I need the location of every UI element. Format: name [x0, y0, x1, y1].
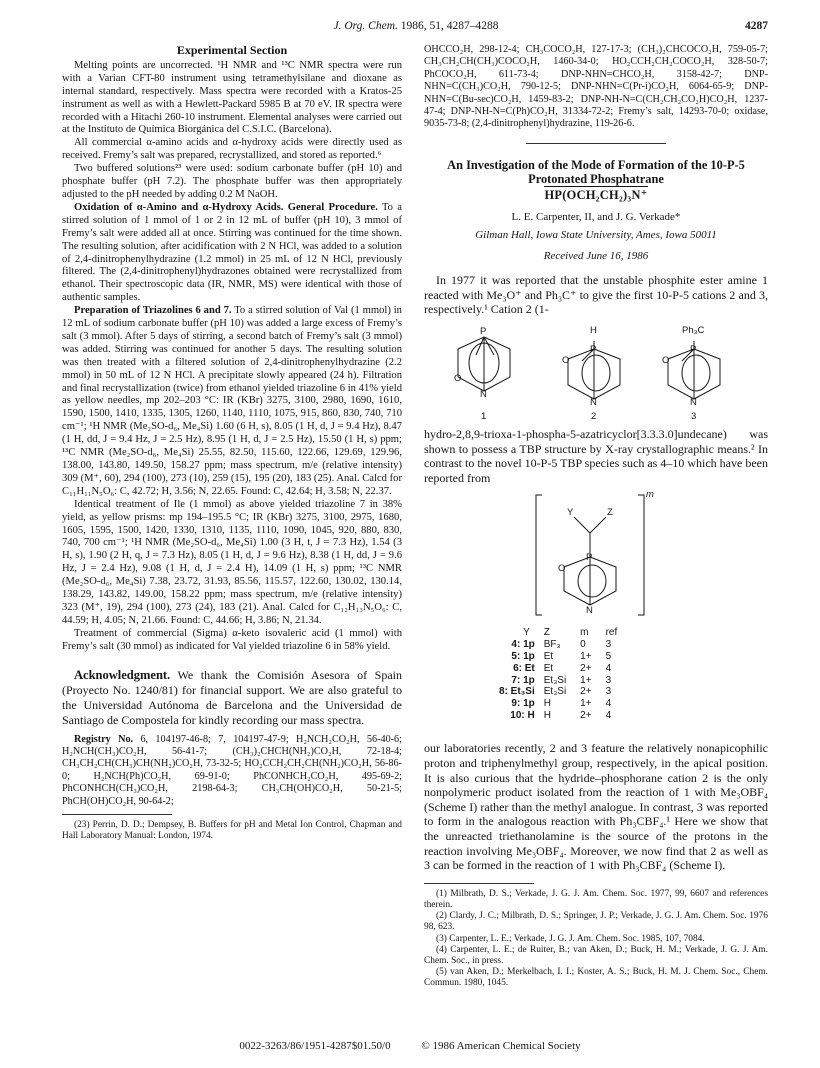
paragraph-oxidation: [62, 202, 402, 305]
table-cell: 1+: [580, 651, 592, 663]
table-row: [492, 710, 624, 722]
table-row: [492, 698, 624, 710]
triazolines-text: To a stirred solution of Val (1 mmol) in 12 mL of sodium carbonate buffer (pH 10) was added a large excess of Fremy’s salt (3 mmol). After 5 days of stirring, a second batch of Fremy’s salt (3 mmol) was added. Stirring was continued for another 5 days. The resulting solution was then treated with a filtered solution of 2,4-dinitrophenylhydrazine (2.2 mmol) in 50 mL of 12 N HCl. A precipitate slowly appeared (24 h). Filtration and final recrystallization (twice) from ethanol yielded triazoline 6 in 41% yield as yellow needles, mp 202–203 °C: IR (KBr) 3275, 3100, 2980, 1690, 1610, 1590, 1500, 1410, 1335, 1305, 1260, 1140, 1110, 1075, 915, 860, 830, 740, 710 cm⁻¹; ¹H NMR (Me₂SO-d₆, Me₄Si) 1.60 (6 H, s), 8.05 (1 H, d, J = 9.4 Hz), 8.47 (1 H, dd, J = 9.4 Hz, J = 2.5 Hz), 8.95 (1 H, d, J = 2.5 Hz), 15.50 (1 H, s) ppm; ¹³C NMR (Me₂SO-d₆, Me₄Si) 25.55, 82.50, 115.60, 122.66, 129.69, 129.96, 138.00, 143.80, 149.50, 158.27 ppm; mass spectrum, m/e (relative intensity) 309 (M⁺, 60), 294 (100), 273 (10), 259 (15), 195 (20), 183 (25). Anal. Calcd for C₁₁H₁₁N₅O₆: C, 42.72; H, 3.56; N, 22.65. Found: C, 42.64; H, 3.58; N, 22.37.: [62, 305, 402, 497]
compound-label-1: 1: [481, 411, 487, 423]
atom-label-o2: O: [562, 355, 570, 367]
table-cell: 1+: [580, 674, 592, 686]
table-cell: 1+: [580, 698, 592, 710]
table-cell: 3: [605, 686, 612, 698]
structure-drawings: [424, 319, 768, 423]
paragraph-triazolines: [62, 305, 402, 499]
paragraph-reagents: All commercial α-amino acids and α-hydroxy acids were directly used as received. Fremy’s salt was prepared, recrystallized, and stored as reported.⁶: [62, 137, 402, 162]
journal-name: J. Org. Chem.: [333, 20, 398, 32]
footnote-rule: [62, 814, 172, 815]
article-affiliation: Gilman Hall, Iowa State University, Ames, Iowa 50011: [475, 229, 717, 242]
registry-text: 6, 104197-46-8; 7, 104197-47-9; H₂NCH₂CO₂H, 56-40-6; H₂NCH(CH₃)CO₂H, 56-41-7; (CH₃)₂CHCH(NH₂)CO₂H, 72-18-4; CH₃CH₂CH(CH₃)CH(NH₂)CO₂H, 73-32-5; HO₂CCH₂CH₂CH(NH₂)CO₂H, 56-86-0; H₂NCH(Ph)CO₂H, 69-91-0; PhCONHCH₂CO₂H, 495-69-2; PhCONHCH(CH₃)CO₂H, 2198-64-3; CH₃CH(OH)CO₂H, 50-21-5; PhCH(OH)CO₂H, 90-64-2;: [62, 733, 402, 807]
table-header-cell: Z: [543, 627, 550, 639]
paragraph-tbp: hydro-2,8,9-trioxa-1-phospha-5-azatricyclor[3.3.3.0]undecane) was shown to possess a TBP structure by X-ray crystallographic means.² In contrast to the novel 10-P-5 TBP species such as 4–10 which have been reported from: [424, 427, 768, 485]
table-cell: 3: [605, 674, 612, 686]
registry-continued: OHCCO₂H, 298-12-4; CH₃COCO₂H, 127-17-3; (CH₃)₂CHCOCO₂H, 759-05-7; CH₃CH₂CH(CH₃)COCO₂H, 1460-34-0; HO₂CCH₂CH₂COCO₂H, 328-50-7; PhCOCO₂H, 611-73-4; DNP-NHN=CHCO₂H, 3158-42-7; DNP-NHN=C(CH₃)CO₂H, 790-12-5; DNP-NHN=C(Pr-i)CO₂H, 6064-65-9; DNP-NHN=C(Bu-sec)CO₂H, 1459-83-2; DNP-NH-N=C(CH₂CH₂CO₂H)CO₂H, 1237-47-4; DNP-NH-N=C(Ph)CO₂H, 31334-72-2; Fremy’s salt, 14293-70-0; oxidase, 9035-73-8; (2,4-dinitrophenyl)hydrazine, 119-26-6.: [424, 44, 768, 130]
triazolines-heading: Preparation of Triazolines 6 and 7.: [74, 305, 232, 317]
atom-label-p1: P: [480, 326, 487, 338]
table-cell: 4: [605, 662, 612, 674]
paragraph-ketoacid: Treatment of commercial (Sigma) α-keto isovaleric acid (1 mmol) with Fremy’s salt (30 mmol) as indicated for Val yielded triazoline 6 in 58% yield.: [62, 627, 402, 652]
footnote-3: (3) Carpenter, L. E.; Verkade, J. G. J. Am. Chem. Soc. 1985, 107, 7084.: [436, 933, 705, 944]
structures-1-2-3: [424, 319, 768, 423]
left-column: [62, 44, 402, 842]
label-z: Z: [607, 507, 613, 519]
table-cell: 2+: [580, 710, 592, 722]
footnote-1: (1) Milbrath, D. S.; Verkade, J. G. J. Am. Chem. Soc. 1977, 99, 6607 and references therein.: [424, 888, 768, 910]
atom-label-n-generic: N: [586, 605, 593, 617]
acknowledgment-text: We thank the Comisión Asesora of Spain (Proyecto No. 1240/81) for financial support. We are also grateful to the Universidad Autónoma de Barcelona and the Universidad de Santiago de Compostela for kindly recording our mass spectra.: [62, 667, 402, 727]
table-cell: 4: [605, 698, 612, 710]
table-cell: 5: 1p: [511, 651, 535, 663]
right-column: [424, 44, 768, 990]
table-row: [492, 639, 624, 651]
intro-paragraph: In 1977 it was reported that the unstable phosphite ester amine 1 reacted with Me₃O⁺ and Ph₃C⁺ to give the first 10-P-5 cations 2 and 3, respectively.¹ Cation 2 (1-: [424, 273, 768, 317]
oxidation-heading: Oxidation of α-Amino and α-Hydroxy Acids. General Procedure.: [74, 201, 378, 213]
article-divider: [526, 143, 666, 144]
structure-1-drawing: [458, 337, 510, 391]
footnote-rule-right: [424, 883, 534, 884]
atom-label-o-generic: O: [558, 563, 566, 575]
atom-label-n1: N: [480, 389, 487, 401]
label-y: Y: [567, 507, 574, 519]
footnote-5: (5) van Aken, D.; Merkelbach, I. I.; Koster, A. S.; Buck, H. M. J. Chem. Soc., Chem. Commun. 1980, 1045.: [424, 967, 768, 989]
registry-numbers: [62, 734, 402, 808]
atom-label-n2: N: [590, 397, 597, 409]
atom-label-p3: P: [690, 344, 697, 356]
label-h: H: [590, 325, 597, 337]
table-cell: 8: Et₃Si: [499, 686, 535, 698]
table-cell: 4: [605, 710, 612, 722]
oxidation-text: To a stirred solution of 1 mmol of 1 or 2 in 12 mL of buffer (pH 10), 3 mmol of Fremy’s salt were added all at once. Stirring was continued for the time shown. The resulting solution, after acidification with 2 N HCl, was added to a solution of 2,4-dinitrophenylhydrazine (1.2 mmol) in 25 mL of 12 N HCl, previously filtered. The (2,4-dinitrophenyl)hydrazones obtained were recrystallized from ethanol. Their spectroscopic data (IR, NMR, MS) were identical with those of authentic samples.: [62, 201, 402, 304]
compounds-table: [492, 627, 624, 721]
table-cell: BF₃: [543, 639, 561, 651]
table-cell: H: [543, 698, 551, 710]
page-footer: [0, 1040, 820, 1052]
table-header-row: [492, 627, 624, 639]
journal-citation: 1986, 51, 4287–4288: [400, 20, 499, 32]
received-date: Received June 16, 1986: [543, 250, 649, 263]
table-cell: 3: [605, 639, 612, 651]
atom-label-n3: N: [690, 397, 697, 409]
compound-label-2: 2: [591, 411, 597, 423]
table-cell: 0: [580, 639, 586, 651]
footnote-2: (2) Clardy, J. C.; Milbrath, D. S.; Springer, J. P.; Verkade, J. G. J. Am. Chem. Soc. 1976 98, 623.: [424, 911, 768, 933]
table-cell: 5: [605, 651, 612, 663]
paragraph-instruments: Melting points are uncorrected. ¹H NMR and ¹³C NMR spectra were run with a Varian CFT-80 instrument using tetramethylsilane and dioxane as internal standard, respectively. Mass spectra were recorded with a Kratos-25 instrument as well as with a Hewlett-Packard 5985 B at 70 eV. IR spectra were recorded with a Hitachi 260-10 instrument. Elemental analyses were carried out at the Instituto de Química Biorgánica del C.S.I.C. (Barcelona).: [62, 59, 402, 136]
table-cell: Et₃Si: [543, 686, 567, 698]
section-title: Experimental Section: [176, 43, 288, 57]
table-cell: 9: 1p: [511, 698, 535, 710]
table-cell: 2+: [580, 686, 592, 698]
registry-heading: Registry No.: [74, 733, 134, 745]
formula-text: HP(OCH₂CH₂)₃N⁺: [544, 187, 648, 202]
footer-copyright: © 1986 American Chemical Society: [421, 1040, 581, 1052]
label-m: m: [646, 489, 654, 501]
table-cell: 7: 1p: [511, 674, 535, 686]
article-formula: [424, 189, 768, 202]
footnote-4: (4) Carpenter, L. E.; de Ruiter, B.; van Aken, D.; Buck, H. M.; Verkade, J. G. J. Am. Chem. Soc., in press.: [424, 944, 768, 966]
table-cell: 4: 1p: [511, 639, 535, 651]
table-header-cell: ref: [605, 627, 618, 639]
table-cell: H: [543, 710, 551, 722]
table-row: [492, 663, 624, 675]
footnotes-right: [424, 883, 768, 990]
table-cell: Et: [543, 662, 554, 674]
footer-issn: 0022-3263/86/1951-4287$01.50/0: [239, 1040, 391, 1052]
running-head: [64, 20, 768, 32]
compound-label-3: 3: [691, 411, 697, 423]
article-authors: L. E. Carpenter, II, and J. G. Verkade*: [511, 210, 681, 223]
table-cell: Et: [543, 651, 554, 663]
atom-label-p2: P: [590, 344, 597, 356]
footnote-23: (23) Perrin, D. D.; Dempsey, B. Buffers for pH and Metal Ion Control, Chapman and Hall Laboratory Manual: London, 1974.: [62, 820, 402, 842]
table-row: [492, 675, 624, 687]
atom-label-o1: O: [454, 373, 462, 385]
table-cell: 2+: [580, 662, 592, 674]
article-title: An Investigation of the Mode of Formation of the 10-P-5 Protonated Phosphatrane: [447, 157, 745, 187]
table-header-cell: m: [580, 627, 589, 639]
paragraph-results: our laboratories recently, 2 and 3 feature the relatively nonapicophilic proton and triphenylmethyl group, respectively, in the apical position. It is also curious that the hydride–phosphorane cation 2 is the only nonpolymeric product isolated from the reaction of 1 with Me₃OBF₄ (Scheme I) rather than the methyl analogue. In contrast, 3 was reported to form in the analogous reaction with Ph₃CBF₄.¹ Here we show that the unreacted triethanolamine is the source of the protons in the reaction involving Me₃OBF₄. Moreover, we now find that 2 as well as 3 can be formed in the reaction of 1 with Ph₃CBF₄ (Scheme I).: [424, 741, 768, 873]
paragraph-ile: Identical treatment of Ile (1 mmol) as above yielded triazoline 7 in 38% yield, as yellow prisms: mp 194–195.5 °C; IR (KBr) 3275, 3100, 2975, 1680, 1605, 1595, 1500, 1420, 1330, 1310, 1135, 1110, 1090, 1045, 920, 880, 830, 740, 700 cm⁻¹; ¹H NMR (Me₂SO-d₆, Me₄Si) 1.00 (3 H, t, J = 7.3 Hz), 1.54 (3 H, s), 1.90 (2 H, q, J = 7.3 Hz), 8.05 (1 H, d, J = 9.6 Hz), 8.38 (1 H, dd, J = 9.6 Hz, J = 2.4 Hz), 9.08 (1 H, d, J = 2.4 H), 14.09 (1 H, s) ppm; ¹³C NMR (Me₂SO-d₆, Me₄Si) 7.38, 23.72, 31.93, 85.56, 115.57, 122.60, 130.02, 130.14, 138.29, 143.82, 149.00, 158.22 ppm; mass spectrum, m/e (relative intensity) 323 (M⁺, 19), 294 (100), 273 (24), 183 (21). Anal. Calcd for C₁₂H₁₃N₅O₆: C, 44.59; H, 4.05; N, 21.66. Found: C, 44.66; H, 3.86; N, 21.34.: [62, 498, 402, 626]
generic-structure-drawing: [424, 487, 768, 627]
acknowledgment-heading: Acknowledgment.: [74, 667, 171, 682]
table-cell: Et₃Si: [543, 674, 567, 686]
atom-label-o3: O: [662, 355, 670, 367]
table-cell: 10: H: [510, 710, 535, 722]
acknowledgment: [62, 668, 402, 728]
label-ph3c: Ph₃C: [682, 325, 705, 337]
page-number: 4287: [745, 20, 768, 32]
compounds-4-10-block: [424, 487, 768, 735]
table-header-cell: Y: [523, 627, 530, 639]
table-row: [492, 686, 624, 698]
atom-label-p-generic: P: [586, 552, 593, 564]
table-cell: 6: Et: [513, 662, 535, 674]
paragraph-buffers: Two buffered solutions²³ were used: sodium carbonate buffer (pH 10) and phosphate buffer (pH 7.2). The phosphate buffer was then appropriately adjusted to the pH needed by adding 0.2 M NaOH.: [62, 163, 402, 200]
table-row: [492, 651, 624, 663]
